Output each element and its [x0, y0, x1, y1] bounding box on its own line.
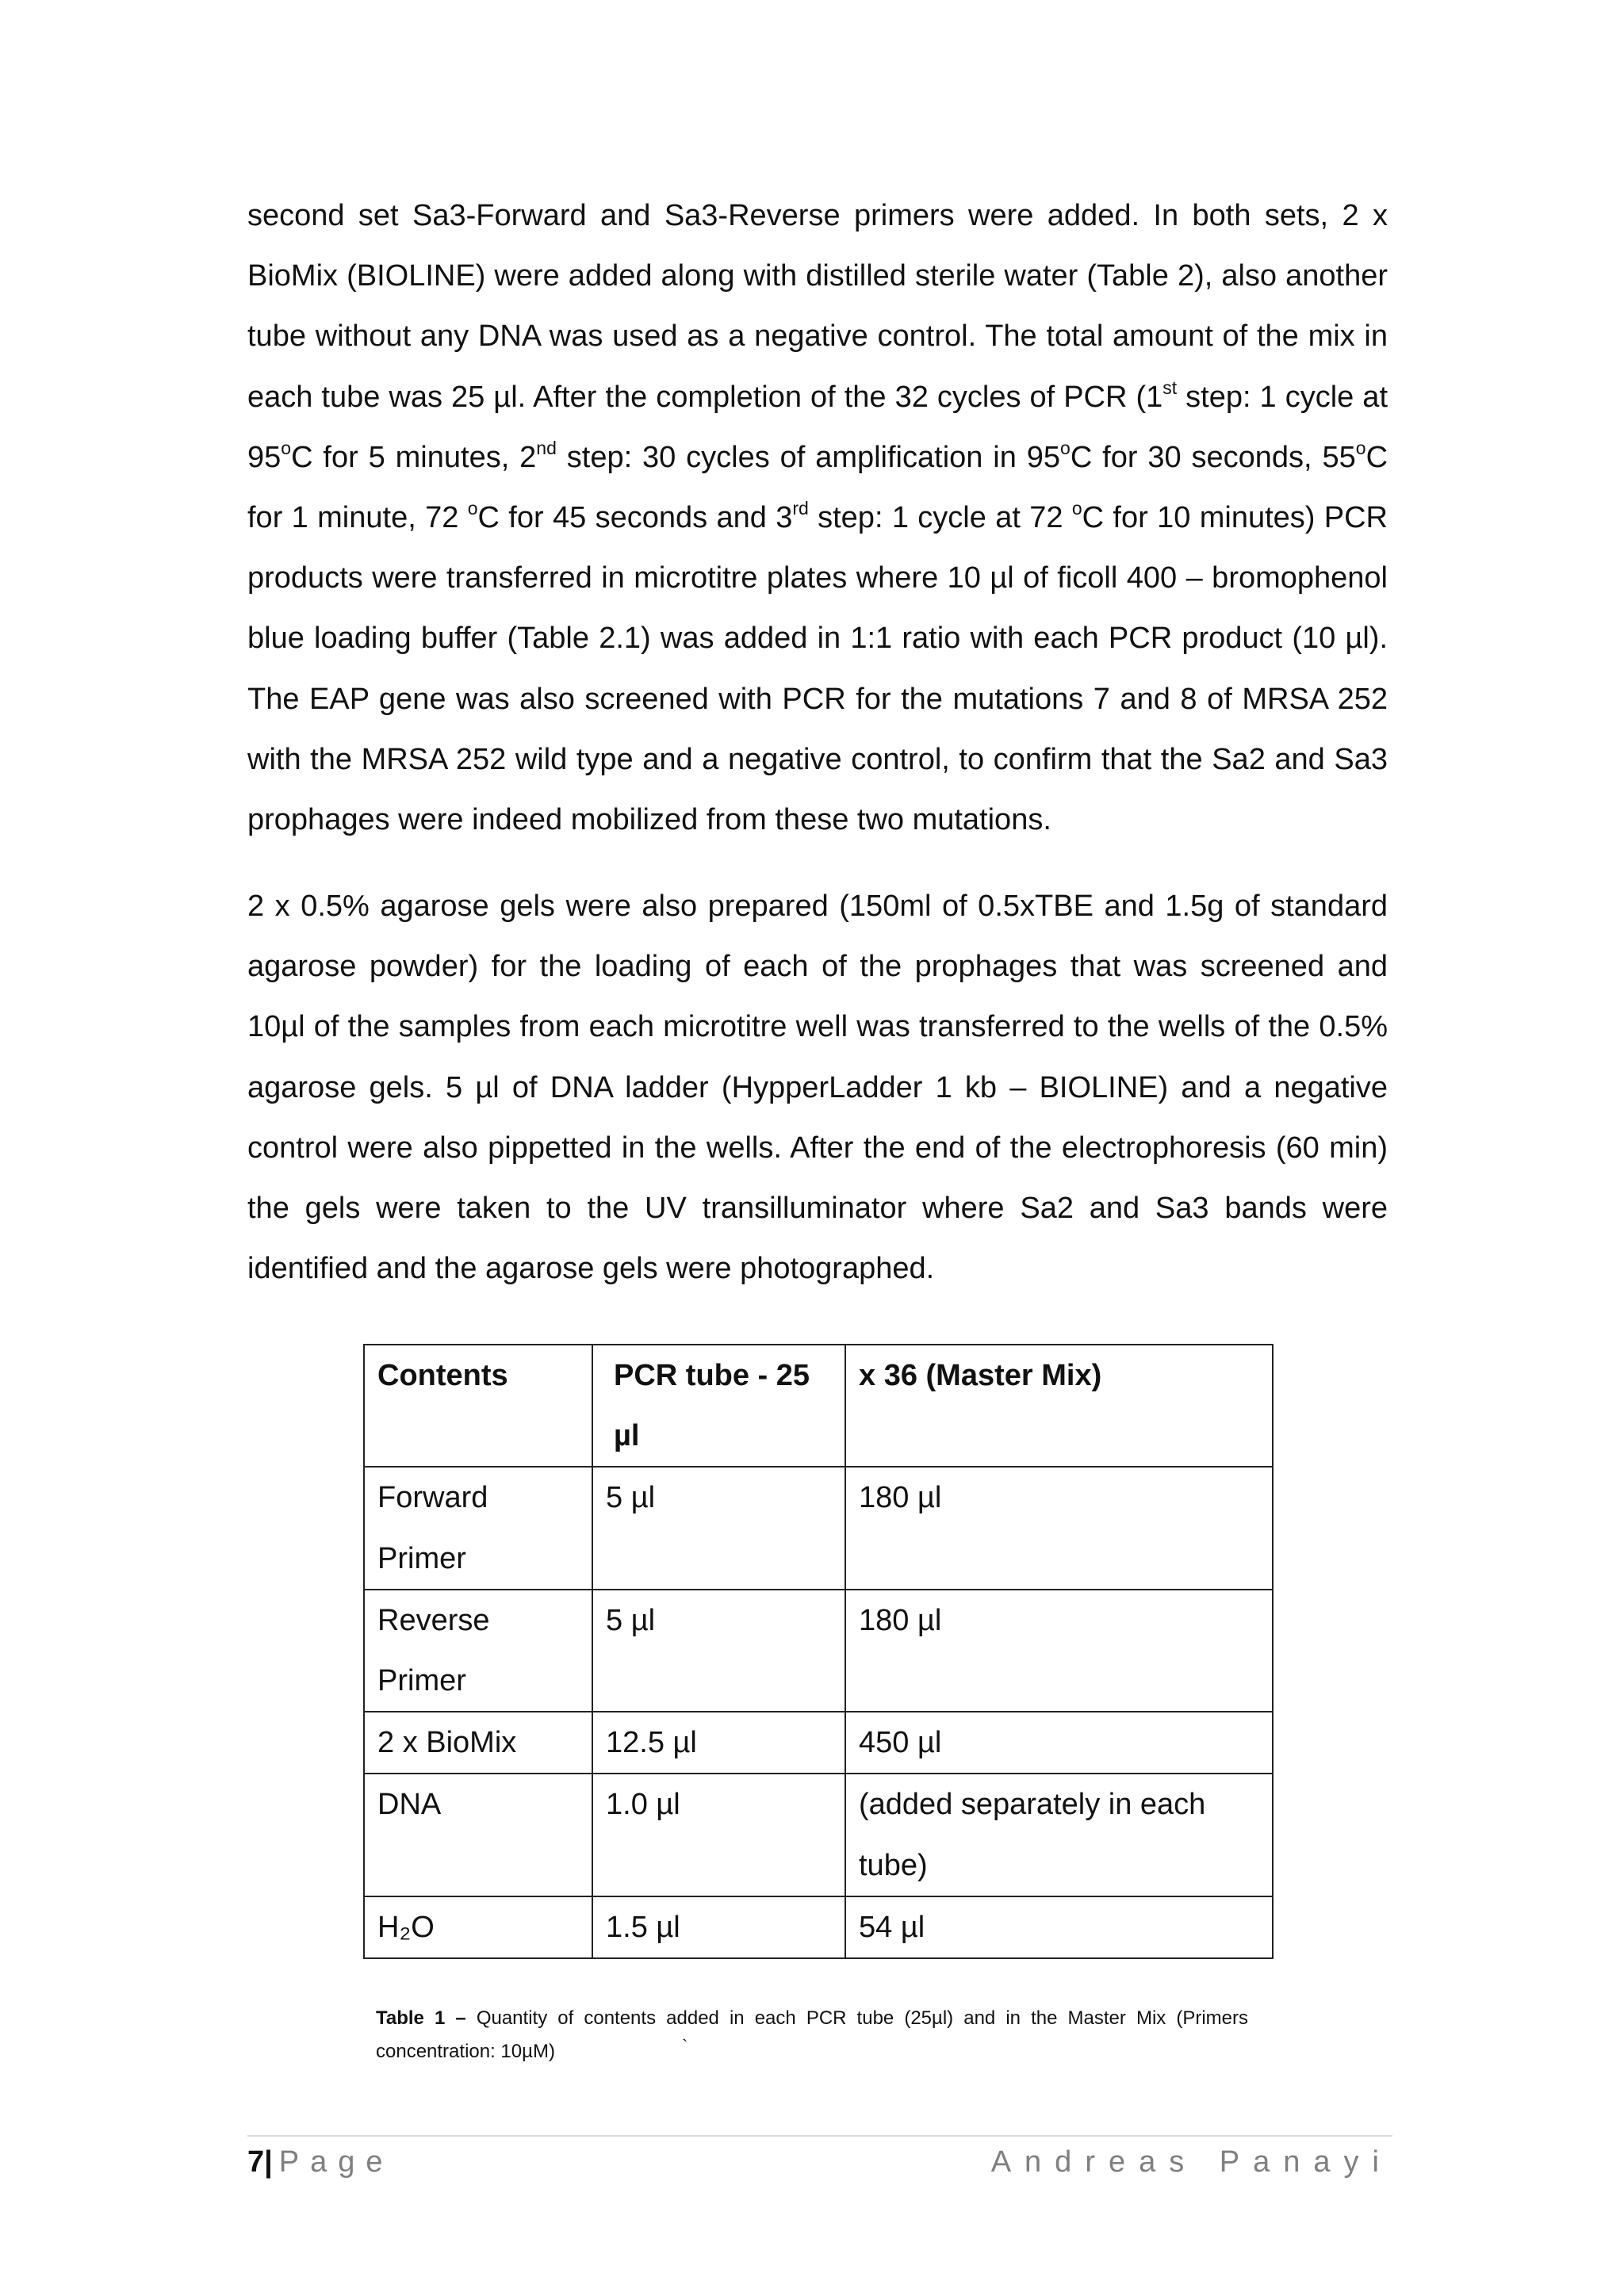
cell-content: H₂O: [364, 1896, 592, 1958]
cell-master-mix: 450 µl: [845, 1712, 1273, 1774]
table-row: [364, 1774, 1273, 1896]
caption-label: Table 1 –: [376, 2007, 466, 2029]
header-pcr-tube: PCR tube - 25 µl: [592, 1345, 845, 1467]
body-paragraph-pcr: second set Sa3-Forward and Sa3-Reverse primers were added. In both sets, 2 x BioMix (BIOLINE) were added along with distilled sterile water (Table 2), also another tube without any DNA was used as a negative control. The total amount of the mix in each tube was 25 µl. After the completion of the 32 cycles of PCR (1st step: 1 cycle at 95$^o$C for 5 minutes, 2nd step: 30 cycles of amplification in 95$^o$C for 30 seconds, 55$^o$C for 1 minute, 72 $^o$C for 45 seconds and 3rd step: 1 cycle at 72 $^o$C for 10 minutes) PCR products were transferred in microtitre plates where 10 µl of ficoll 400 – bromophenol blue loading buffer (Table 2.1) was added in 1:1 ratio with each PCR product (10 µl). The EAP gene was also screened with PCR for the mutations 7 and 8 of MRSA 252 with the MRSA 252 wild type and a negative control, to confirm that the Sa2 and Sa3 prophages were indeed mobilized from these two mutations.: [247, 199, 1388, 837]
footer-author: Andreas Panayi: [990, 2145, 1392, 2179]
cell-pcr-tube: 12.5 µl: [592, 1712, 845, 1774]
caption-text: Quantity of contents added in each PCR tube (25µl) and in the Master Mix (Primers concentration: 10µM): [376, 2007, 1248, 2062]
page-label: Page: [278, 2145, 394, 2179]
cell-master-mix: 180 µl: [845, 1467, 1273, 1589]
table-row: [364, 1467, 1273, 1589]
cell-content: Forward Primer: [364, 1467, 592, 1589]
table-row: [364, 1896, 1273, 1958]
cell-pcr-tube: 1.5 µl: [592, 1896, 845, 1958]
table-row: [364, 1590, 1273, 1712]
cell-pcr-tube: 5 µl: [592, 1590, 845, 1712]
cell-master-mix: 54 µl: [845, 1896, 1273, 1958]
cell-master-mix: 180 µl: [845, 1590, 1273, 1712]
cell-pcr-tube: 5 µl: [592, 1467, 845, 1589]
stray-mark: `: [682, 2036, 688, 2056]
footer-divider: [247, 2135, 1392, 2137]
body-paragraph-gel: 2 x 0.5% agarose gels were also prepared (150ml of 0.5xTBE and 1.5g of standard agarose powder) for the loading of each of the prophages that was screened and 10µl of the samples from each microtitre well was transferred to the wells of the 0.5% agarose gels. 5 µl of DNA ladder (HypperLadder 1 kb – BIOLINE) and a negative control were also pippetted in the wells. After the end of the electrophoresis (60 min) the gels were taken to the UV transilluminator where Sa2 and Sa3 bands were identified and the agarose gels were photographed.: [247, 890, 1388, 1286]
cell-master-mix: (added separately in each tube): [845, 1774, 1273, 1896]
cell-content: Reverse Primer: [364, 1590, 592, 1712]
table-header-row: [364, 1345, 1273, 1467]
cell-content: 2 x BioMix: [364, 1712, 592, 1774]
cell-pcr-tube: 1.0 µl: [592, 1774, 845, 1896]
header-contents: Contents: [364, 1345, 592, 1467]
table-caption: [376, 2002, 1248, 2068]
header-master-mix: x 36 (Master Mix): [845, 1345, 1273, 1467]
page-number: 7|: [247, 2145, 273, 2179]
table-row: [364, 1712, 1273, 1774]
cell-content: DNA: [364, 1774, 592, 1896]
master-mix-table: [363, 1344, 1274, 1959]
footer-page-number: [247, 2143, 394, 2181]
